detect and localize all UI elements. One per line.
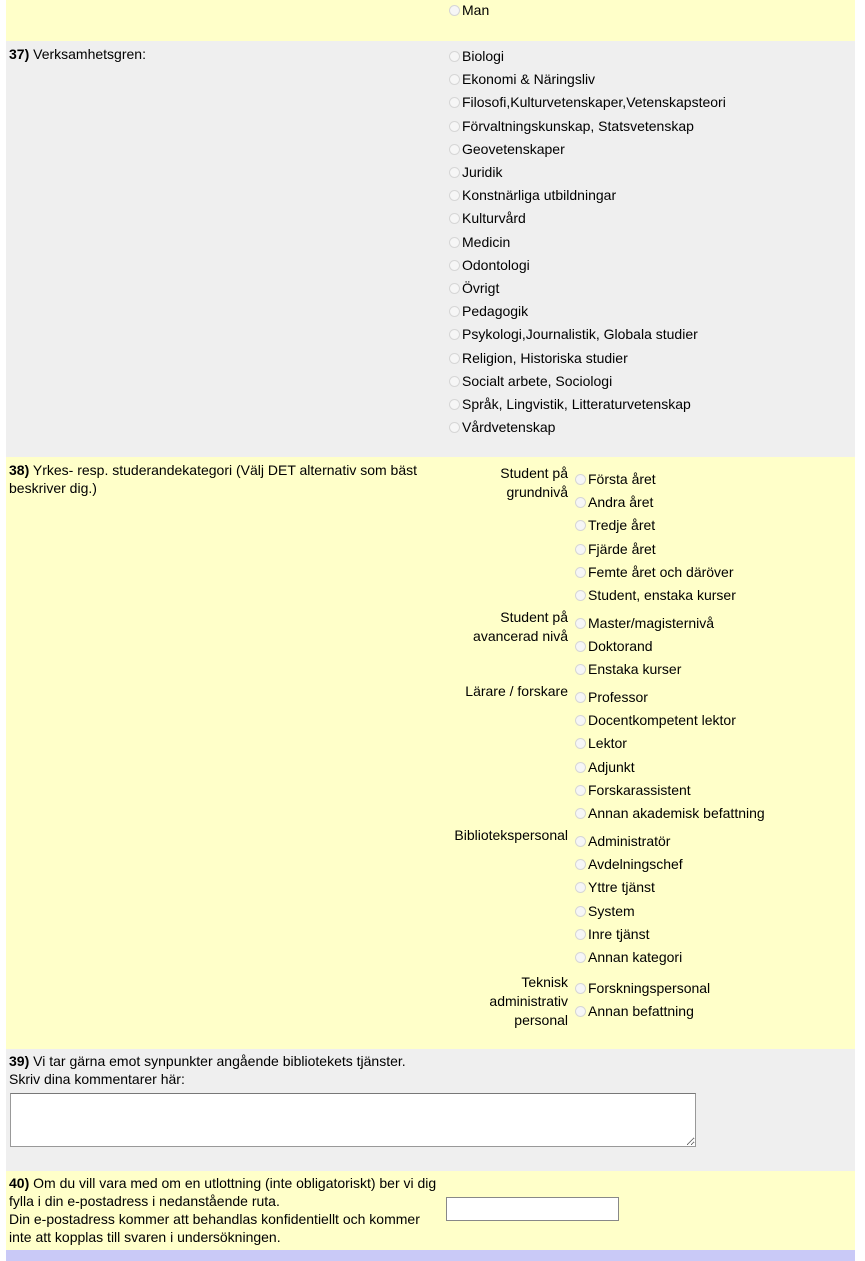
bottom-bar — [6, 1250, 855, 1261]
category-group-label-line: Lärare / forskare — [465, 683, 568, 699]
question-number: 38) — [9, 462, 30, 478]
radio-option[interactable] — [575, 978, 710, 998]
question-number: 39) — [9, 1053, 30, 1069]
question-note: Din e-postadress kommer att behandlas konfidentiellt och kommer inte att kopplas till svaren i undersökningen. — [9, 1211, 420, 1245]
radio-button[interactable] — [575, 497, 586, 508]
radio-option[interactable] — [575, 659, 681, 679]
category-group-label-line: grundnivå — [506, 484, 568, 500]
radio-label: Avdelningschef — [588, 856, 683, 873]
radio-option[interactable] — [449, 417, 555, 437]
radio-label: Professor — [588, 689, 648, 705]
radio-button[interactable] — [449, 74, 460, 85]
radio-option[interactable] — [575, 901, 635, 921]
radio-label: Forskningspersonal — [588, 980, 711, 996]
question-39-label — [9, 1052, 709, 1088]
question-40-label — [9, 1174, 439, 1246]
radio-button[interactable] — [575, 567, 586, 578]
radio-label: Andra året — [588, 494, 654, 511]
radio-button[interactable] — [449, 260, 460, 271]
radio-button[interactable] — [575, 859, 586, 870]
radio-label: Konstnärliga utbildningar — [462, 187, 617, 204]
question-38-label — [9, 461, 439, 497]
category-group-label — [465, 682, 568, 701]
radio-label: Övrigt — [462, 280, 500, 296]
category-group-label-line: avancerad nivå — [473, 628, 568, 644]
radio-option[interactable] — [575, 757, 635, 777]
radio-button[interactable] — [449, 51, 460, 62]
category-group-label-line: Student på — [500, 465, 568, 481]
radio-label: Biologi — [462, 48, 505, 64]
category-group-label — [473, 608, 568, 646]
radio-label: Annan befattning — [588, 1003, 694, 1020]
radio-label: Förvaltningskunskap, Statsvetenskap — [462, 117, 694, 134]
radio-label: Annan kategori — [588, 949, 683, 965]
email-input[interactable] — [446, 1197, 619, 1221]
radio-label: Geovetenskaper — [462, 140, 565, 157]
radio-option[interactable] — [449, 301, 528, 321]
radio-button[interactable] — [575, 1006, 586, 1017]
radio-option[interactable] — [575, 877, 655, 897]
radio-label: Psykologi,Journalistik, Globala studier — [462, 326, 698, 343]
question-text: Vi tar gärna emot synpunkter angående bibliotekets tjänster. — [33, 1053, 406, 1069]
question-37-label — [9, 45, 439, 63]
radio-label: Fjärde året — [588, 540, 656, 557]
radio-label: Medicin — [462, 233, 511, 250]
category-group-label-line: Bibliotekspersonal — [454, 827, 568, 843]
question-37-section — [6, 41, 855, 457]
radio-button[interactable] — [575, 664, 586, 675]
radio-label: Första året — [588, 471, 656, 487]
radio-option[interactable] — [575, 492, 653, 512]
category-group-label — [454, 826, 568, 845]
radio-option[interactable] — [575, 469, 656, 489]
radio-button[interactable] — [575, 544, 586, 555]
radio-button[interactable] — [575, 952, 586, 963]
radio-option[interactable] — [449, 92, 726, 112]
radio-button[interactable] — [449, 237, 460, 248]
radio-label: Socialt arbete, Sociologi — [462, 372, 613, 389]
radio-label: Doktorand — [588, 638, 653, 655]
radio-button[interactable] — [575, 762, 586, 773]
radio-button[interactable] — [449, 97, 460, 108]
question-text: Yrkes- resp. studerandekategori (Välj DET alternativ som bäst beskriver dig.) — [9, 462, 418, 496]
radio-option[interactable] — [449, 185, 616, 205]
radio-label: Ekonomi & Näringsliv — [462, 71, 596, 88]
radio-label: Språk, Lingvistik, Litteraturvetenskap — [462, 396, 691, 412]
radio-option[interactable] — [575, 831, 670, 851]
radio-button[interactable] — [575, 738, 586, 749]
radio-button[interactable] — [449, 306, 460, 317]
radio-option[interactable] — [575, 780, 691, 800]
radio-option[interactable] — [449, 116, 694, 136]
radio-option[interactable] — [575, 539, 656, 559]
radio-button[interactable] — [449, 329, 460, 340]
radio-label: Odontologi — [462, 256, 530, 273]
radio-button[interactable] — [575, 785, 586, 796]
radio-option[interactable] — [575, 710, 736, 730]
radio-button[interactable] — [575, 983, 586, 994]
radio-option[interactable] — [449, 371, 612, 391]
question-36-section — [6, 0, 855, 41]
radio-option[interactable] — [575, 562, 734, 582]
radio-label: Master/magisternivå — [588, 615, 715, 631]
radio-label: Vårdvetenskap — [462, 419, 556, 436]
radio-button[interactable] — [449, 353, 460, 364]
radio-label: Pedagogik — [462, 303, 529, 320]
radio-button[interactable] — [575, 692, 586, 703]
radio-label: Annan akademisk befattning — [588, 805, 765, 821]
radio-label: Inre tjänst — [588, 925, 650, 942]
radio-button[interactable] — [449, 213, 460, 224]
radio-option[interactable] — [449, 46, 504, 66]
radio-option[interactable] — [449, 348, 628, 368]
radio-label: Lektor — [588, 735, 627, 752]
radio-label: Femte året och däröver — [588, 563, 734, 580]
radio-option[interactable] — [449, 69, 595, 89]
radio-option[interactable] — [575, 515, 655, 535]
radio-option[interactable] — [575, 803, 765, 823]
category-group-label-line: administrativ — [489, 993, 568, 1009]
radio-button[interactable] — [575, 520, 586, 531]
radio-label: Enstaka kurser — [588, 661, 682, 678]
radio-label: Docentkompetent lektor — [588, 712, 736, 729]
radio-option[interactable] — [575, 636, 653, 656]
radio-button[interactable] — [575, 618, 586, 629]
comments-textarea[interactable] — [10, 1093, 696, 1147]
category-group-label-line: Teknisk — [521, 974, 568, 990]
radio-option[interactable] — [575, 687, 648, 707]
question-39-section — [6, 1049, 855, 1171]
category-group-label-line: personal — [514, 1012, 568, 1028]
radio-button[interactable] — [449, 399, 460, 410]
radio-button[interactable] — [575, 882, 586, 893]
category-group-label — [489, 973, 568, 1030]
radio-button[interactable] — [575, 590, 586, 601]
radio-button[interactable] — [575, 715, 586, 726]
radio-option[interactable] — [449, 208, 526, 228]
radio-label: Forskarassistent — [588, 781, 691, 798]
radio-label: Student, enstaka kurser — [588, 587, 736, 603]
question-38-section — [6, 457, 855, 1049]
radio-button[interactable] — [449, 376, 460, 387]
radio-button[interactable] — [449, 190, 460, 201]
radio-button[interactable] — [449, 144, 460, 155]
radio-label: Tredje året — [588, 517, 656, 534]
radio-option[interactable] — [449, 139, 565, 159]
radio-label: System — [588, 902, 635, 919]
radio-label: Kulturvård — [462, 210, 526, 227]
radio-option[interactable] — [575, 613, 714, 633]
radio-option[interactable] — [449, 0, 489, 20]
radio-option[interactable] — [449, 232, 510, 252]
radio-label: Administratör — [588, 833, 671, 849]
radio-label: Juridik — [462, 164, 503, 180]
radio-label: Adjunkt — [588, 758, 635, 775]
radio-option[interactable] — [449, 255, 530, 275]
radio-button[interactable] — [449, 167, 460, 178]
question-text: Verksamhetsgren: — [33, 46, 146, 62]
radio-button[interactable] — [449, 283, 460, 294]
radio-label: Yttre tjänst — [588, 879, 655, 896]
radio-option[interactable] — [449, 162, 502, 182]
question-instruction: Skriv dina kommentarer här: — [9, 1071, 185, 1087]
radio-label: Man — [462, 2, 490, 18]
radio-option[interactable] — [449, 324, 698, 344]
radio-button[interactable] — [575, 474, 586, 485]
radio-button[interactable] — [575, 929, 586, 940]
radio-button[interactable] — [575, 836, 586, 847]
radio-option[interactable] — [449, 394, 691, 414]
radio-option[interactable] — [449, 278, 499, 298]
radio-button[interactable] — [449, 422, 460, 433]
question-text: Om du vill vara med om en utlottning (inte obligatoriskt) ber vi dig fylla i din e-postadress i nedanstående ruta. — [9, 1175, 437, 1209]
radio-button[interactable] — [575, 808, 586, 819]
radio-option[interactable] — [575, 854, 683, 874]
radio-option[interactable] — [575, 733, 627, 753]
radio-option[interactable] — [575, 1001, 694, 1021]
category-group-label — [500, 464, 568, 502]
radio-option[interactable] — [575, 585, 736, 605]
radio-option[interactable] — [575, 947, 682, 967]
radio-label: Religion, Historiska studier — [462, 349, 628, 366]
radio-button[interactable] — [449, 5, 460, 16]
radio-button[interactable] — [575, 641, 586, 652]
radio-button[interactable] — [449, 121, 460, 132]
radio-button[interactable] — [575, 906, 586, 917]
radio-option[interactable] — [575, 924, 649, 944]
category-group-label-line: Student på — [500, 609, 568, 625]
question-40-section — [6, 1171, 855, 1250]
question-number: 40) — [9, 1175, 30, 1191]
radio-label: Filosofi,Kulturvetenskaper,Vetenskapsteori — [462, 94, 726, 111]
question-number: 37) — [9, 46, 30, 62]
